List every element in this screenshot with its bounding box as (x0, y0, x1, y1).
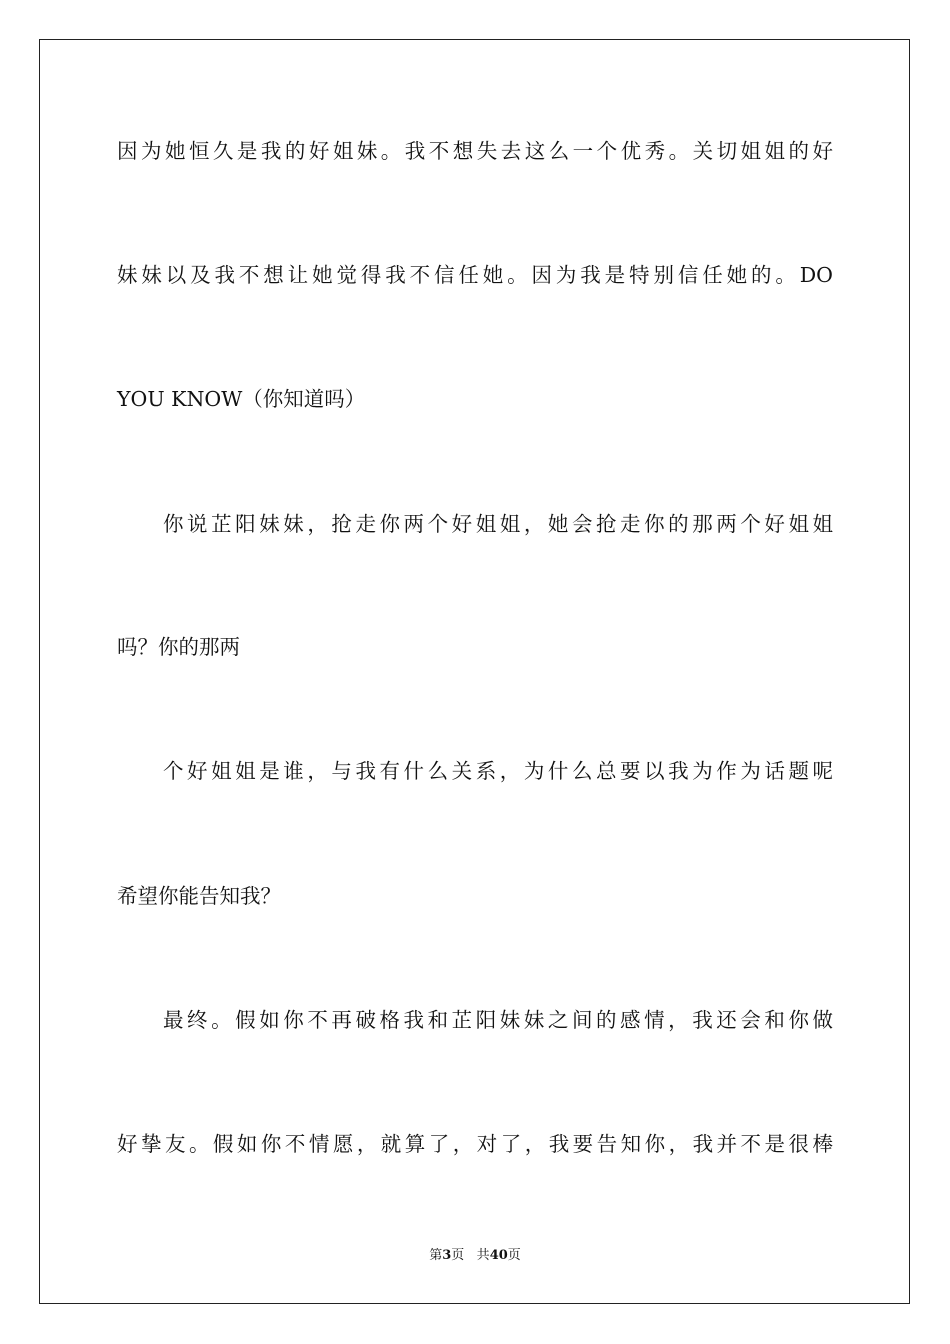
text-line-6: 个好姐姐是谁，与我有什么关系，为什么总要以我为作为话题呢 (163, 759, 833, 783)
page-number: 3 (442, 1248, 452, 1263)
text-line-8: 最终。假如你不再破格我和芷阳妹妹之间的感情，我还会和你做 (163, 1008, 833, 1032)
text-line-2: 妹妹以及我不想让她觉得我不信任她。因为我是特别信任她的。DO (117, 263, 833, 287)
text-line-1: 因为她恒久是我的好姐妹。我不想失去这么一个优秀。关切姐姐的好 (117, 139, 833, 163)
page-prefix: 第 (429, 1248, 443, 1263)
page-footer (0, 1247, 950, 1265)
text-line-9: 好挚友。假如你不情愿，就算了，对了，我要告知你，我并不是很棒 (117, 1132, 833, 1156)
page-suffix: 页 (451, 1248, 465, 1263)
total-suffix: 页 (507, 1248, 521, 1263)
text-line-4: 你说芷阳妹妹，抢走你两个好姐姐，她会抢走你的那两个好姐姐 (163, 512, 833, 536)
text-line-3: YOU KNOW（你知道吗） (117, 387, 366, 411)
text-line-5: 吗？你的那两 (117, 635, 240, 659)
total-prefix: 共 (476, 1248, 490, 1263)
total-pages: 40 (489, 1248, 508, 1263)
page-border (39, 39, 910, 1304)
text-line-7: 希望你能告知我？ (117, 884, 281, 908)
